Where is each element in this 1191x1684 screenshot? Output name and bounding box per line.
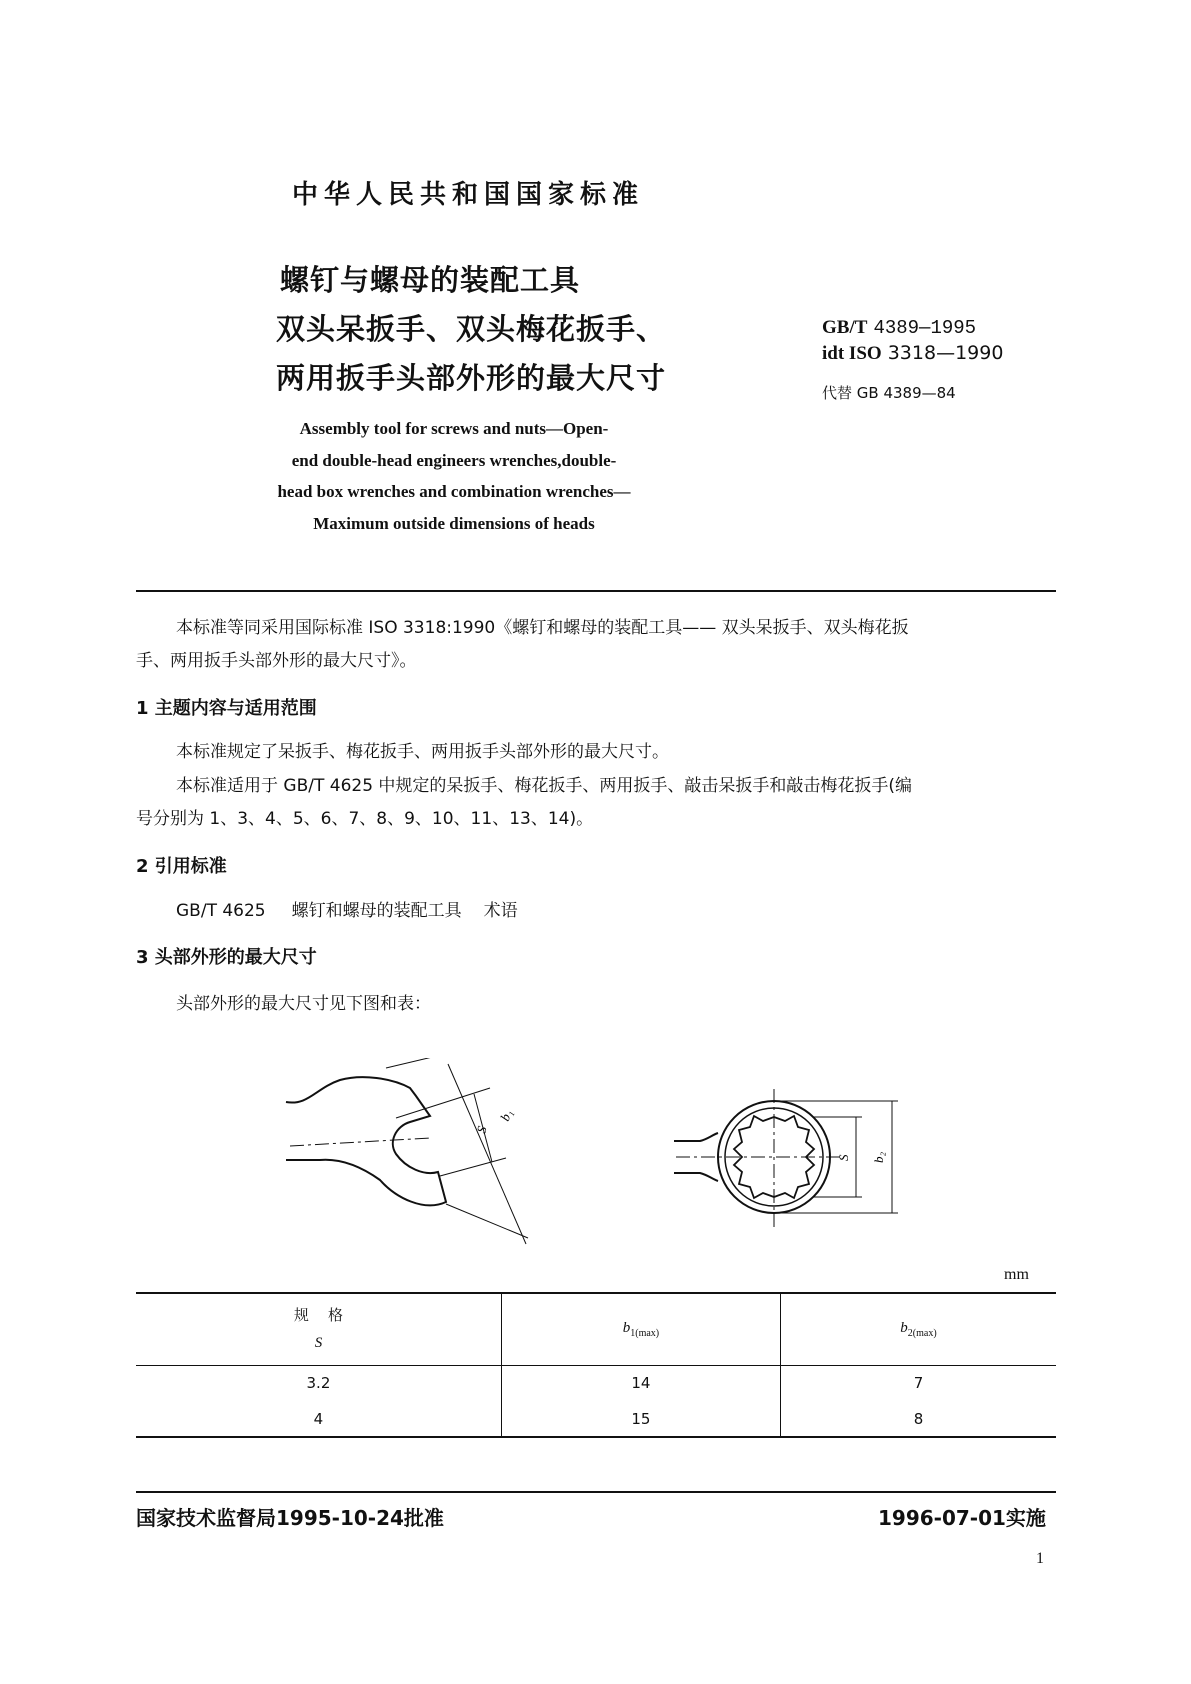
english-title-line-3: head box wrenches and combination wrenches—: [277, 482, 631, 501]
box-wrench-figure: [672, 1085, 932, 1235]
label-s: S: [473, 1124, 490, 1135]
idt-label: idt ISO: [822, 343, 882, 364]
title-line-1: 螺钉与螺母的装配工具: [280, 263, 581, 297]
intro-line-2: 手、两用扳手头部外形的最大尺寸》。: [136, 651, 417, 671]
table-unit: mm: [1004, 1266, 1029, 1283]
english-title-line-4: Maximum outside dimensions of heads: [313, 514, 595, 533]
footer-divider: [136, 1491, 1056, 1493]
cell-spec: 4: [313, 1409, 324, 1428]
reference-term: 术语: [483, 901, 518, 921]
idt-standard: [822, 342, 1003, 365]
section-2-heading: 2 引用标准: [136, 856, 227, 877]
label-b1: b₁: [497, 1107, 516, 1124]
table-row: [136, 1365, 1056, 1401]
replaces-standard: 代替 GB 4389—84: [822, 384, 956, 402]
cell-spec: 3.2: [306, 1374, 331, 1393]
english-title-line-2: end double-head engineers wrenches,double-: [291, 451, 617, 470]
header-b1: [501, 1293, 780, 1365]
header-b1-subscript: 1(max): [630, 1327, 660, 1339]
header-spec: [136, 1293, 501, 1365]
effective-date: 1996-07-01实施: [878, 1506, 1046, 1530]
reference-title: 螺钉和螺母的装配工具: [291, 901, 462, 921]
wrench-centerline: [290, 1138, 430, 1146]
reference-entry: [176, 895, 518, 928]
header-spec-symbol: S: [314, 1335, 323, 1352]
cell-b2: 8: [780, 1401, 1056, 1437]
header-b2: [780, 1293, 1056, 1365]
header-spec-label: 规 格: [293, 1306, 343, 1325]
section-3-heading: 3 头部外形的最大尺寸: [136, 947, 317, 968]
cell-b1: 15: [501, 1401, 780, 1437]
section-1-heading: 1 主题内容与适用范围: [136, 698, 317, 719]
dimension-table: [136, 1292, 1056, 1438]
section-1-paragraph-1: 本标准规定了呆扳手、梅花扳手、两用扳手头部外形的最大尺寸。: [176, 742, 669, 762]
reference-code: GB/T 4625: [176, 901, 266, 921]
table-header-row: [136, 1293, 1056, 1365]
header-b1-symbol: b: [622, 1319, 631, 1336]
intro-line-1: 本标准等同采用国际标准 ISO 3318:1990《螺钉和螺母的装配工具—— 双头呆扳手、双头梅花扳: [176, 618, 909, 638]
standard-number: [822, 316, 976, 339]
org-title: 中华人民共和国国家标准: [292, 180, 645, 210]
section-1-paragraph-2: 本标准适用于 GB/T 4625 中规定的呆扳手、梅花扳手、两用扳手、敲击呆扳手和敲击梅花扳手(编: [176, 776, 913, 796]
english-title-line-1: Assembly tool for screws and nuts—Open-: [299, 419, 609, 438]
table-row: [136, 1401, 1056, 1437]
page-number: 1: [1036, 1550, 1044, 1567]
section-3-paragraph: 头部外形的最大尺寸见下图和表：: [176, 994, 431, 1014]
b1-extension-top: [386, 1058, 462, 1068]
s-extension-bottom: [440, 1158, 506, 1176]
header-divider: [136, 590, 1056, 592]
label-s: S: [836, 1154, 851, 1161]
header-b2-subscript: 2(max): [907, 1327, 937, 1339]
label-b2: b₂: [871, 1151, 886, 1163]
section-1-paragraph-3: 号分别为 1、3、4、5、6、7、8、9、10、11、13、14)。: [136, 809, 594, 829]
cell-b1: 14: [501, 1365, 780, 1401]
header-b2-symbol: b: [900, 1319, 908, 1336]
standard-code: 4389—1995: [873, 317, 977, 339]
idt-code: 3318—1990: [887, 342, 1004, 364]
title-line-2: 双头呆扳手、双头梅花扳手、: [276, 312, 667, 346]
title-line-3: 两用扳手头部外形的最大尺寸: [276, 361, 667, 395]
cell-b2: 7: [780, 1365, 1056, 1401]
standard-label: GB/T: [822, 317, 868, 338]
approval-date: 国家技术监督局1995-10-24批准: [136, 1506, 444, 1530]
b1-dimension-line: [448, 1064, 526, 1244]
open-end-wrench-figure: [280, 1058, 540, 1258]
